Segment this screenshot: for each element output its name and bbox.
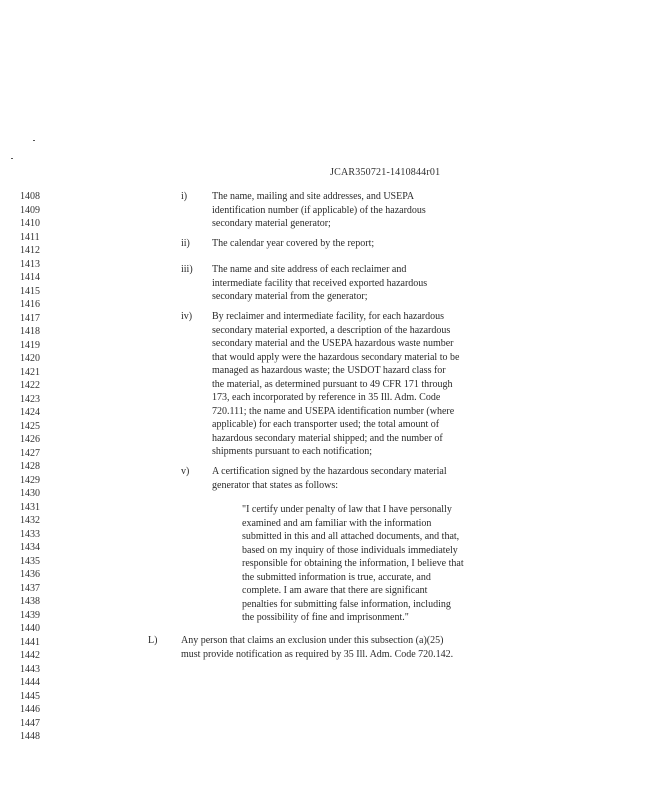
line-number: 1427 (20, 447, 40, 459)
item-text-iv: By reclaimer and intermediate facility, for each hazardous secondary material exported, a description of the hazardous secondary material and the USEPA hazardous waste number that would apply were the hazardous secondary material to be managed as hazardous waste; the USDOT hazard class for the material, as determined pursuant to 49 CFR 171 through 173, each incorporated by reference in 35 Ill. Adm. Code 720.111; the name and USEPA identification number (where applicable) for each transporter used; the total amount of hazardous secondary material shipped; and the number of shipments pursuant to each notification; (212, 311, 460, 457)
line-number: 1426 (20, 434, 40, 445)
line-number: 1421 (20, 366, 40, 378)
line-number: 1442 (20, 650, 40, 661)
line-number: 1424 (20, 407, 40, 418)
item-marker-i: i) (181, 191, 188, 202)
line-number: 1437 (20, 582, 40, 594)
line-number: 1419 (20, 339, 40, 351)
line-number: 1425 (20, 420, 40, 432)
line-number: 1418 (20, 326, 40, 337)
line-number: 1435 (20, 555, 40, 567)
item-marker-ii: ii) (181, 238, 190, 249)
line-number: 1417 (20, 312, 40, 324)
item-marker-iv: iv) (181, 311, 193, 322)
line-number: 1414 (20, 272, 40, 283)
item-text-ii: The calendar year covered by the report; (212, 238, 375, 249)
line-number-column (20, 190, 50, 744)
line-number: 1433 (20, 528, 40, 540)
line-number: 1444 (20, 677, 40, 688)
line-number: 1423 (20, 393, 40, 405)
line-number: 1438 (20, 596, 40, 607)
item-marker-iii: iii) (181, 264, 193, 275)
line-number: 1429 (20, 474, 40, 486)
line-number: 1408 (20, 191, 40, 202)
scan-speck (33, 140, 35, 141)
item-marker-v: v) (181, 466, 190, 477)
line-number: 1443 (20, 663, 40, 675)
line-number: 1434 (20, 542, 40, 553)
item-text-iii: The name and site address of each reclaimer and intermediate facility that received exported hazardous secondary material from the generator; (212, 264, 428, 302)
document-code-header: JCAR350721-1410844r01 (330, 167, 441, 178)
line-number: 1409 (20, 204, 40, 216)
line-number: 1410 (20, 218, 40, 229)
line-number: 1446 (20, 704, 40, 715)
line-number: 1436 (20, 569, 40, 580)
certification-quote: "I certify under penalty of law that I have personally examined and am familiar with the information submitted in this and all attached documents, and that, based on my inquiry of those individuals immediately responsible for obtaining the information, I believe that the submitted information is true, accurate, and complete. I am aware that there are significant penalties for submitting false information, including the possibility of fine and imprisonment." (242, 504, 464, 623)
line-number: 1439 (20, 609, 40, 621)
line-number: 1431 (20, 501, 40, 513)
line-number: 1445 (20, 690, 40, 702)
line-number: 1415 (20, 285, 40, 297)
line-number: 1422 (20, 380, 40, 391)
line-number: 1416 (20, 299, 40, 310)
item-text-v: A certification signed by the hazardous secondary material generator that states as follows: (212, 466, 447, 491)
line-number: 1412 (20, 245, 40, 256)
line-number: 1440 (20, 623, 40, 634)
line-number: 1428 (20, 461, 40, 472)
line-number: 1420 (20, 353, 40, 364)
line-number: 1441 (20, 636, 40, 648)
line-number: 1448 (20, 731, 40, 742)
line-number: 1430 (20, 488, 40, 499)
item-text-i: The name, mailing and site addresses, and USEPA identification number (if applicable) of the hazardous secondary material generator; (212, 191, 426, 229)
line-number: 1447 (20, 717, 40, 729)
subsection-marker: L) (148, 635, 158, 646)
subsection-text: Any person that claims an exclusion under this subsection (a)(25) must provide notification as required by 35 Ill. Adm. Code 720.142. (181, 635, 454, 660)
line-number: 1411 (20, 231, 40, 243)
scan-speck (11, 158, 13, 159)
line-number: 1432 (20, 515, 40, 526)
line-number: 1413 (20, 258, 40, 270)
